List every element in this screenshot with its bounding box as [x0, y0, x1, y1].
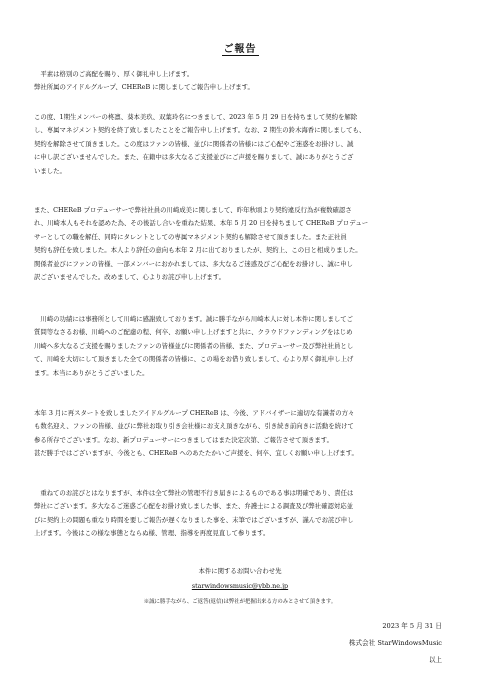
paragraph-greeting — [34, 68, 450, 95]
paragraph-restart — [34, 407, 450, 461]
text-line: 川崎の功績には事務所として川崎に感謝致しております。誠に勝手ながら川崎本人に対し本件に関しましてご — [34, 315, 354, 323]
text-line: サーとしての職を解任、同時にタレントとしての専属マネジメント契約も解除させて頂きました。また正社員 — [34, 232, 347, 241]
text-line: れ、川崎本人もそれを認めた為、その後話し合いを重ねた結果、本年 5 月 20 日を持ちまして CHEReB プロデュー — [34, 219, 369, 228]
text-line: に申し訳ございませんでした。また、在籍中は多大なるご支援並びにご声援を賜りまして、誠にありがとうござ — [34, 153, 354, 162]
closing-mark: 以上 — [428, 656, 442, 664]
paragraph-contract-termination — [34, 111, 450, 178]
contact-email-link[interactable]: starwindowsmusic@ybb.ne.jp — [191, 582, 289, 590]
text-line: 平素は格別のご高配を賜り、厚く御礼申し上げます。 — [34, 70, 194, 78]
company-name: 株式会社 StarWindowsMusic — [348, 639, 442, 647]
text-line: 契約も辞任を致しました。本人より辞任の意向も本年 2 月に出ておりましたが、契約上、この日と相成りました。 — [34, 246, 362, 255]
text-line: 弊社所属のアイドルグループ、CHEReB に関しましてご報告申し上げます。 — [34, 83, 254, 92]
text-line: 関係者並びにファンの皆様、一部メンバーにおかれましては、多大なるご迷惑及びご心配をお掛けし、誠に申し — [34, 259, 353, 268]
text-line: この度、1期生メンバーの柊凛、葵本美玖、双葉玲名につきまして、2023 年 5 月 29 日を持ちまして契約を解除 — [34, 113, 358, 121]
text-line: も数名迎え、ファンの皆様、並びに弊社お取り引き会社様にお支え頂きながら、引き続き前向きに活動を続けて — [34, 422, 354, 431]
text-line: ます。本当にありがとうございました。 — [34, 368, 149, 377]
text-line: し、専属マネジメント契約を終了致しましたことをご報告申し上げます。なお、2 期生の鈴木海香に関しましても、 — [34, 126, 366, 135]
paragraph-apology — [34, 487, 450, 541]
text-line: 参る所存でございます。なお、新プロデューサーにつきましてはまた決定次第、ご報告させて頂きます。 — [34, 435, 334, 444]
text-line: 契約を解除させて頂きました。この度はファンの皆様、並びに関係者の皆様にはご心配やご迷惑をお掛けし、誠 — [34, 139, 354, 148]
document-title — [0, 40, 480, 55]
text-line: て、川崎を大切にして頂きました全ての関係者の皆様に、この場をお借り致しまして、心より厚く御礼申し上げ — [34, 355, 354, 364]
text-line: 重ねてのお詫びとはなりますが、本件は全て弊社の管理不行き届きによるものである事は明確であり、責任は — [34, 489, 354, 497]
title-text: ご報告 — [223, 44, 257, 55]
paragraph-producer — [34, 204, 450, 284]
contact-note: ※誠に勝手ながら、ご返答(返信)は弊社が把握出来る方のみとさせて頂きます。 — [143, 599, 337, 605]
contact-heading: 本件に関するお問い合わせ先 — [198, 567, 282, 575]
text-line: 本年 3 月に再スタートを致しましたアイドルグループ CHEReB は、今後、アドバイザーに適切な有識者の方々 — [34, 409, 355, 417]
text-line: 川崎へ多大なるご支援を賜りましたファンの皆様並びに関係者の皆様、また、プロデューサー及び弊社社員とし — [34, 341, 354, 350]
text-line: 上げます。今後はこの様な事態とならぬ様、管理、指導を再度見直して参ります。 — [34, 529, 270, 538]
text-line: いました。 — [34, 166, 66, 175]
text-line: びに契約上の問題も重なり時間を要しご報告が遅くなりました事を、末筆ではございますが、謹んでお詫び申し — [34, 515, 354, 524]
document-date: 2023 年 5 月 31 日 — [382, 622, 442, 630]
text-line: 弊社にございます。多大なるご迷惑ご心配をお掛け致しました事、また、弁護士による調査及び弊社確認対応並 — [34, 502, 354, 511]
text-line: また、CHEReB プロデューサーで弊社社員の川崎成美に関しまして、昨年秋頃より契約違反行為が複数確認さ — [34, 206, 352, 214]
text-line: 甚だ勝手ではございますが、今後とも、CHEReB へのあたたかいご声援を、何卒、宜しくお願い申し上げます。 — [34, 449, 358, 458]
text-line: 訳ございませんでした。改めまして、心よりお詫び申し上げます。 — [34, 273, 226, 282]
paragraph-gratitude — [34, 313, 450, 380]
text-line: 質問等なさるお様、川崎へのご配慮の程、何卒、お願い申し上げますと共に、クラウドファンディングをはじめ — [34, 328, 353, 337]
